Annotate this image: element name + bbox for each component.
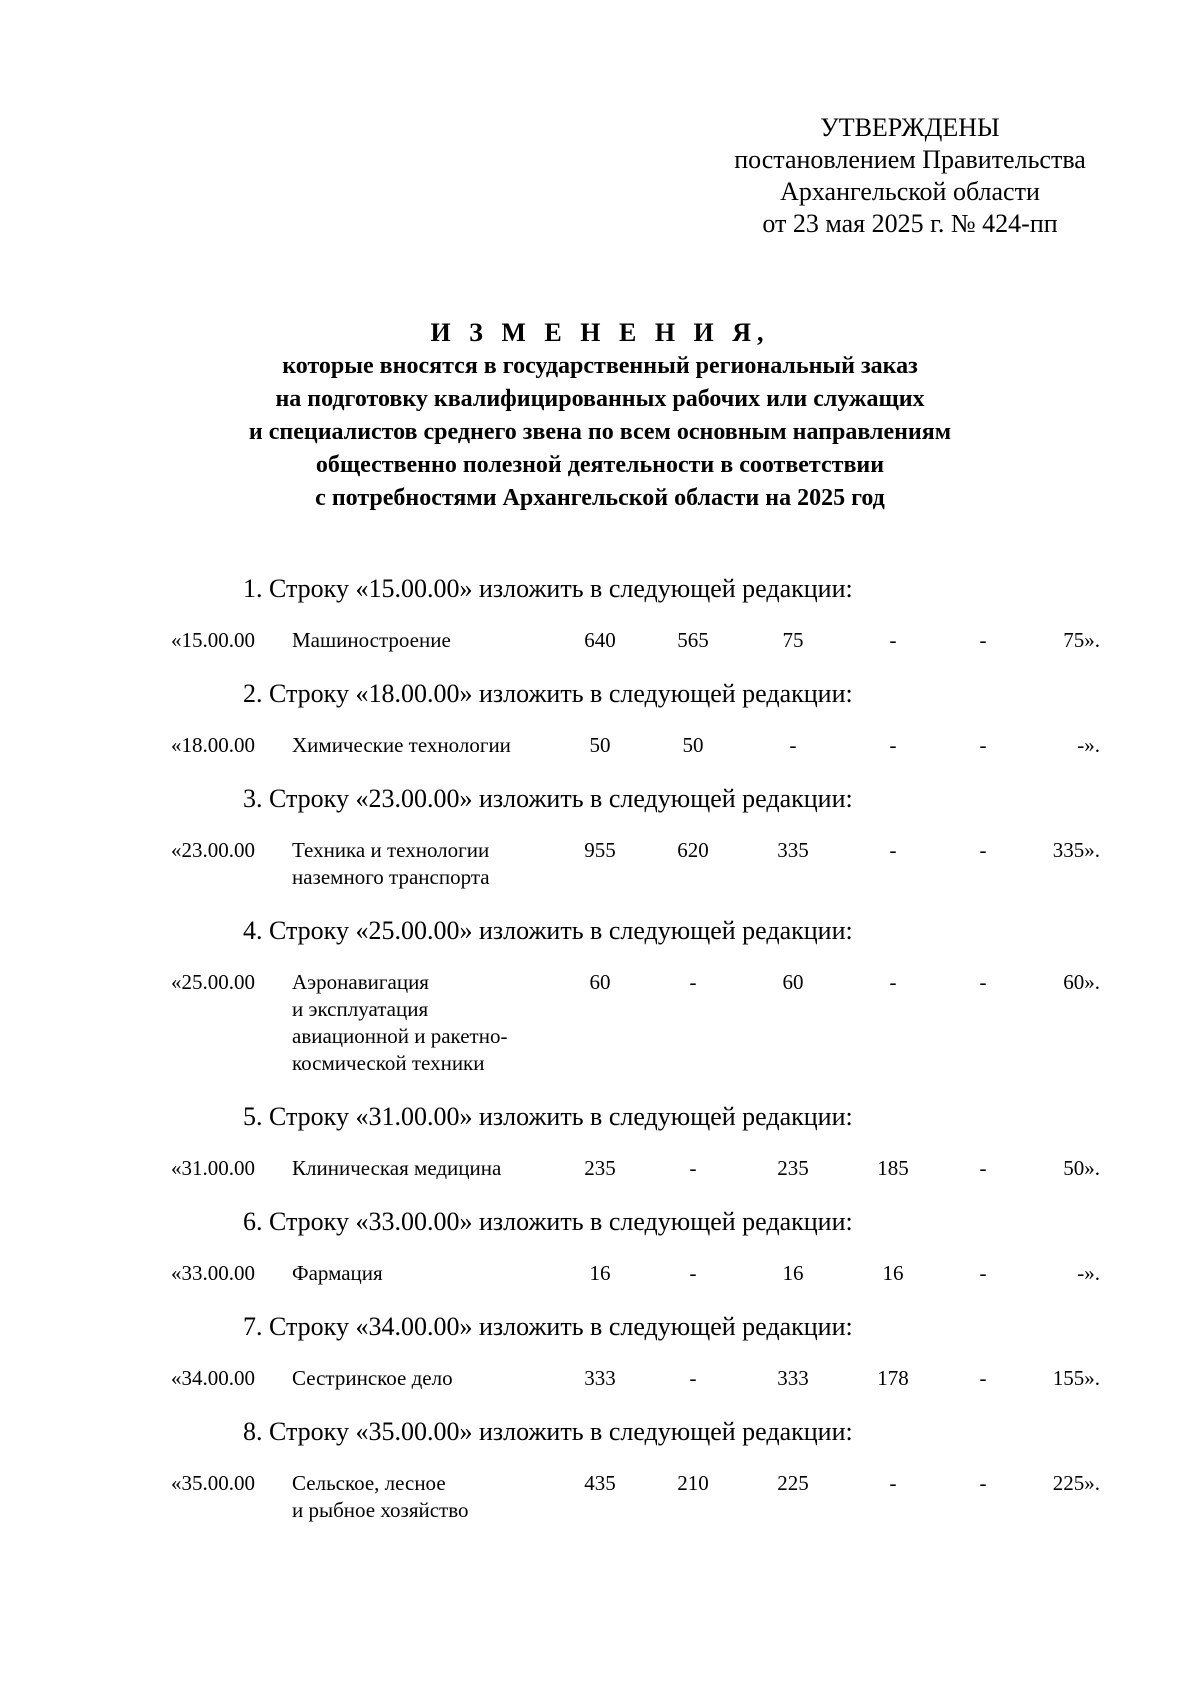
amendment-heading-text: 1. Строку «15.00.00» изложить в следующей редакции: bbox=[243, 574, 853, 603]
row-code: «23.00.00 bbox=[171, 838, 255, 862]
row-name-line: Аэронавигация bbox=[292, 970, 429, 994]
row-code: «25.00.00 bbox=[171, 970, 255, 994]
approval-title: УТВЕРЖДЕНЫ bbox=[820, 113, 1000, 142]
row-value: 335». bbox=[1052, 838, 1100, 862]
table-row bbox=[0, 732, 1200, 759]
row-value: - bbox=[689, 970, 697, 994]
row-value: 335 bbox=[777, 838, 809, 862]
row-value: - bbox=[979, 1366, 987, 1390]
row-value: 955 bbox=[584, 838, 616, 862]
row-name bbox=[292, 969, 562, 1077]
row-value: 60 bbox=[782, 970, 804, 994]
row-name bbox=[292, 1365, 562, 1392]
row-value: 333 bbox=[777, 1366, 809, 1390]
row-name-line: космической техники bbox=[292, 1051, 485, 1075]
row-value: - bbox=[689, 1261, 697, 1285]
amendment-heading-text: 3. Строку «23.00.00» изложить в следующей редакции: bbox=[243, 784, 853, 813]
title-line: и специалистов среднего звена по всем основным направлениям bbox=[248, 419, 952, 445]
row-value: - bbox=[889, 1471, 897, 1495]
row-value: 435 bbox=[584, 1471, 616, 1495]
amendment-heading bbox=[0, 678, 1200, 732]
row-value: 50 bbox=[589, 733, 611, 757]
table-row bbox=[0, 1260, 1200, 1287]
row-value: - bbox=[889, 838, 897, 862]
amendment-heading bbox=[0, 1416, 1200, 1470]
row-value: 155». bbox=[1052, 1366, 1100, 1390]
row-name-line: наземного транспорта bbox=[292, 865, 490, 889]
row-value: - bbox=[889, 970, 897, 994]
row-name bbox=[292, 1470, 562, 1524]
document-title bbox=[150, 316, 1050, 515]
table-row bbox=[0, 627, 1200, 654]
amendment-heading-text: 2. Строку «18.00.00» изложить в следующей редакции: bbox=[243, 679, 853, 708]
title-line: на подготовку квалифицированных рабочих или служащих bbox=[275, 386, 925, 412]
row-value: 225 bbox=[777, 1471, 809, 1495]
row-name bbox=[292, 1155, 562, 1182]
row-value: - bbox=[889, 733, 897, 757]
amendment-heading-text: 8. Строку «35.00.00» изложить в следующей редакции: bbox=[243, 1417, 853, 1446]
row-code: «33.00.00 bbox=[171, 1261, 255, 1285]
amendment-heading bbox=[0, 1311, 1200, 1365]
amendment-heading-text: 6. Строку «33.00.00» изложить в следующей редакции: bbox=[243, 1207, 853, 1236]
amendment-heading bbox=[0, 1206, 1200, 1260]
amendment-heading bbox=[0, 915, 1200, 969]
row-value: - bbox=[979, 838, 987, 862]
row-value: 565 bbox=[677, 628, 709, 652]
approval-block bbox=[700, 112, 1120, 240]
row-value: - bbox=[979, 628, 987, 652]
row-value: 16 bbox=[589, 1261, 611, 1285]
approval-date: от 23 мая 2025 г. № 424-пп bbox=[762, 209, 1058, 238]
row-value: - bbox=[689, 1366, 697, 1390]
row-value: 235 bbox=[777, 1156, 809, 1180]
row-name-line: Сельское, лесное bbox=[292, 1471, 446, 1495]
row-name-line: Машиностроение bbox=[292, 628, 451, 652]
row-name bbox=[292, 837, 562, 891]
amendment-heading bbox=[0, 783, 1200, 837]
amendment-heading-text: 7. Строку «34.00.00» изложить в следующей редакции: bbox=[243, 1312, 853, 1341]
approval-line: постановлением Правительства bbox=[734, 145, 1086, 174]
row-value: 178 bbox=[877, 1366, 909, 1390]
row-name bbox=[292, 732, 562, 759]
amendment-heading-text: 5. Строку «31.00.00» изложить в следующей редакции: bbox=[243, 1102, 853, 1131]
row-name-line: Химические технологии bbox=[292, 733, 511, 757]
amendment-heading bbox=[0, 573, 1200, 627]
row-value: - bbox=[979, 1156, 987, 1180]
row-code: «18.00.00 bbox=[171, 733, 255, 757]
row-value: 60 bbox=[589, 970, 611, 994]
row-value: - bbox=[979, 733, 987, 757]
row-code: «31.00.00 bbox=[171, 1156, 255, 1180]
row-value: -». bbox=[1077, 733, 1100, 757]
row-value: 225». bbox=[1052, 1471, 1100, 1495]
row-value: - bbox=[789, 733, 797, 757]
row-value: - bbox=[689, 1156, 697, 1180]
row-name-line: Фармация bbox=[292, 1261, 383, 1285]
row-value: 620 bbox=[677, 838, 709, 862]
row-name-line: и рыбное хозяйство bbox=[292, 1498, 469, 1522]
row-value: -». bbox=[1077, 1261, 1100, 1285]
row-name-line: Техника и технологии bbox=[292, 838, 490, 862]
approval-line: Архангельской области bbox=[780, 177, 1040, 206]
amendment-heading-text: 4. Строку «25.00.00» изложить в следующей редакции: bbox=[243, 916, 853, 945]
row-name-line: Сестринское дело bbox=[292, 1366, 453, 1390]
row-code: «35.00.00 bbox=[171, 1471, 255, 1495]
row-value: 333 bbox=[584, 1366, 616, 1390]
row-value: 60». bbox=[1063, 970, 1100, 994]
row-value: 185 bbox=[877, 1156, 909, 1180]
amendment-list bbox=[0, 573, 1200, 1548]
row-name-line: Клиническая медицина bbox=[292, 1156, 502, 1180]
amendment-heading bbox=[0, 1101, 1200, 1155]
table-row bbox=[0, 1365, 1200, 1392]
title-line: общественно полезной деятельности в соответствии bbox=[315, 452, 885, 478]
table-row bbox=[0, 1470, 1200, 1524]
row-name bbox=[292, 1260, 562, 1287]
title-line: с потребностями Архангельской области на 2025 год bbox=[315, 485, 885, 511]
table-row bbox=[0, 969, 1200, 1077]
row-value: 16 bbox=[882, 1261, 904, 1285]
title-line: которые вносятся в государственный региональный заказ bbox=[282, 353, 918, 379]
table-row bbox=[0, 837, 1200, 891]
row-name-line: и эксплуатация bbox=[292, 997, 429, 1021]
row-value: - bbox=[979, 970, 987, 994]
row-value: 210 bbox=[677, 1471, 709, 1495]
row-value: 50 bbox=[682, 733, 704, 757]
row-code: «34.00.00 bbox=[171, 1366, 255, 1390]
row-value: 75 bbox=[782, 628, 804, 652]
row-value: - bbox=[979, 1471, 987, 1495]
title-main: И З М Е Н Е Н И Я, bbox=[430, 318, 770, 347]
row-name-line: авиационной и ракетно- bbox=[292, 1024, 508, 1048]
row-value: 75». bbox=[1063, 628, 1100, 652]
row-name bbox=[292, 627, 562, 654]
row-value: - bbox=[889, 628, 897, 652]
table-row bbox=[0, 1155, 1200, 1182]
row-value: 50». bbox=[1063, 1156, 1100, 1180]
row-value: - bbox=[979, 1261, 987, 1285]
row-value: 640 bbox=[584, 628, 616, 652]
row-value: 16 bbox=[782, 1261, 804, 1285]
row-value: 235 bbox=[584, 1156, 616, 1180]
row-code: «15.00.00 bbox=[171, 628, 255, 652]
